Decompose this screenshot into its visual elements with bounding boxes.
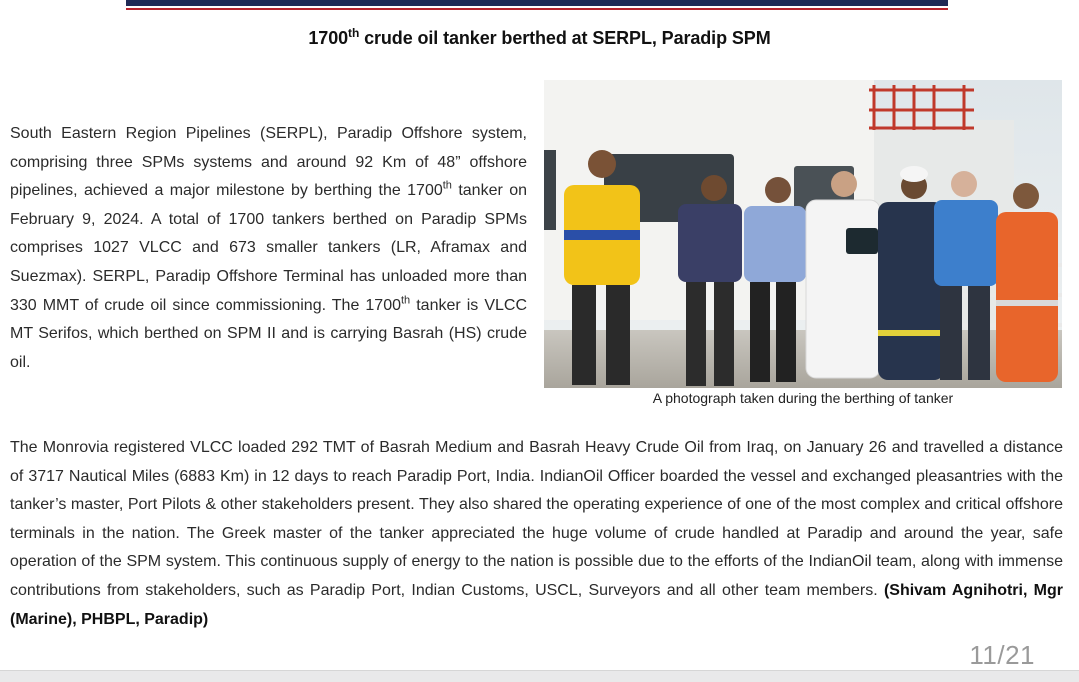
page-title (0, 26, 1079, 49)
viewer-bottom-strip (0, 670, 1079, 682)
berthing-photo (544, 80, 1062, 388)
page-number: 11/21 (969, 640, 1035, 670)
intro-text-3: tanker is VLCC MT Serifos, which berthed on SPM II and is carrying Basrah (HS) crude oil. (10, 296, 527, 371)
title-rest: crude oil tanker berthed at SERPL, Paradip SPM (359, 28, 771, 48)
intro-sup-1: th (442, 179, 452, 192)
body-paragraph (10, 434, 1063, 634)
intro-paragraph (10, 120, 527, 377)
author-credit: (Shivam Agnihotri, Mgr (Marine), PHBPL, Paradip) (10, 581, 1063, 628)
body-text: The Monrovia registered VLCC loaded 292 TMT of Basrah Medium and Basrah Heavy Crude Oil from Iraq, on January 26 and travelled a distance of 3717 Nautical Miles (6883 Km) in 12 days to reach Paradip Port, India. IndianOil Officer boarded the vessel and exchanged pleasantries with the tanker’s master, Port Pilots & other stakeholders present. They also shared the operating experience of one of the most complex and critical offshore terminals in the nation. The Greek master of the tanker appreciated the huge volume of crude handled at Paradip and around the year, safe operation of the SPM system. This continuous supply of energy to the nation is possible due to the efforts of the IndianOil team, along with immense contributions from stakeholders, such as Paradip Port, Indian Customs, USCL, Surveyors and all other team members. (10, 439, 1063, 599)
title-ordinal-number: 1700 (308, 28, 349, 48)
header-rule-blue (126, 0, 948, 6)
intro-text-2: tanker on February 9, 2024. A total of 1700 tankers berthed on Paradip SPMs comprises 1027 VLCC and 673 smaller tankers (LR, Aframax and Suezmax). SERPL, Paradip Offshore Terminal has unloaded more than 330 MMT of crude oil since commissioning. The 1700 (10, 182, 527, 314)
intro-text-1: South Eastern Region Pipelines (SERPL), Paradip Offshore system, comprising three SPMs systems and around 92 Km of 48” offshore pipelines, achieved a major milestone by berthing the 1700 (10, 125, 527, 200)
header-rule-red (126, 8, 948, 10)
intro-sup-2: th (401, 294, 411, 307)
title-ordinal-suffix: th (348, 26, 360, 40)
photo-caption: A photograph taken during the berthing of tanker (652, 390, 954, 406)
